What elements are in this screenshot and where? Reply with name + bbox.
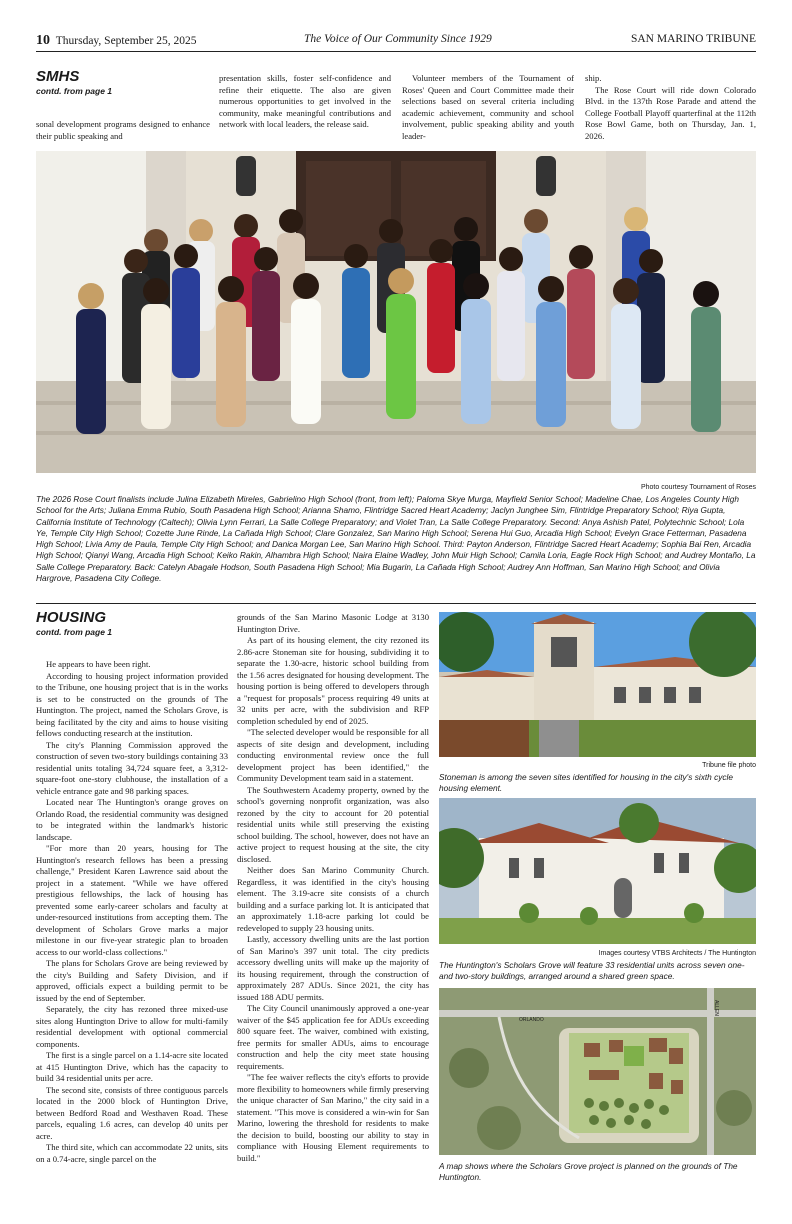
map-label-allen: ALLEN	[713, 1000, 719, 1016]
map-label-orlando: ORLANDO	[519, 1017, 544, 1023]
rose-court-photo-illustration	[36, 151, 756, 473]
scholars-grove-site-map-illustration	[439, 988, 756, 1155]
housing-title: HOUSING	[36, 609, 107, 626]
smhs-contd: contd. from page 1	[36, 86, 113, 96]
scholars-grove-site-map	[439, 988, 756, 1155]
smhs-col1: sonal development programs designed to enhance their public speaking and	[36, 119, 210, 141]
issue-date: Thursday, September 25, 2025	[55, 35, 197, 47]
scholars-grove-rendering	[439, 798, 756, 944]
rose-court-photo	[36, 151, 756, 473]
section-divider	[36, 603, 756, 604]
smhs-title: SMHS	[36, 68, 80, 85]
header-rule	[36, 51, 756, 52]
scholars-grove-rendering-illustration	[439, 798, 756, 944]
rose-court-photo-credit: Photo courtesy Tournament of Roses	[640, 484, 756, 491]
rose-court-caption: The 2026 Rose Court finalists include Julina Elizabeth Mireles, Gabrielino High School (front, from left); Paloma Skye Murga, Mayfield Senior School; Madeline Chae, Los Angeles County High School for the Arts; Juliana Emma Rubio, South Pasadena High School; Arianna Shamo, Flintridge Sacred Heart Academy; Jaclyn Junghee Sim, Flintridge Preparatory School; Riya Gupta, California Institute of Technology (Caltech); Olivia Lynn Ferrari, La Salle College Preparatory; and Violet Tran, La Salle College Preparatory. Second: Anya Ashish Patel, Polytechnic School; Lola Ye, Temple City High School; Cozette June Rinde, La Cañada High School; Clare Gonzalez, San Marino High School; Serena Hui Guo, Arcadia High School; Evelyn Grace Fetterman, Pasadena High School; Livia Amy de Paula, Temple City High School; and Danica Morgan Lee, San Marino High School. Third: Payton Anderson, Flintridge Sacred Heart Academy; Sophia Bai Ren, Arcadia High School; Qianyi Wang, Arcadia High School; Keiko Rakin, Alhambra High School; Naira Elaine Wadley, John Muir High School; Camila Loria, Eagle Rock High School; and Audrey Montaño, La Salle College Preparatory. Back: Catelyn Abagale Hodson, South Pasadena High School; Mia Bugarin, La Cañada High School; Audrey Ann Hoffman, San Marino High School; and Olivia Hargrove, Pasadena City College.	[36, 494, 756, 584]
housing-contd: contd. from page 1	[36, 627, 113, 637]
scholars-grove-caption: The Huntington's Scholars Grove will feature 33 residential units across seven one- and two-story buildings, arranged around a shared green space.	[439, 960, 745, 982]
housing-col2: grounds of the San Marino Masonic Lodge at 3130 Huntington Drive. As part of its housing element, the city rezoned its 2.86-acre Stoneman site for housing, subdividing it to separate the 1.30-acre, historic school building from the 1.56 acres designated for housing development. The housing portion is being offered to developers through a "request for proposals" process requiring 49 units at 32 units per acre, with the subdivision and RFP completion scheduled by end of 2025. "The selected developer would be responsible for all aspects of site design and development, including conducting environmental review once the full development project has been identified," the Community Development team said in a statement. The Southwestern Academy property, owned by the school's governing nonprofit organization, was also rezoned by the city to account for 20 potential residential units while still preserving the existing school building. The school, however, does not have an active project to request housing at the site, the city disclosed. Neither does San Marino Community Church. Regardless, it was identified in the city's housing element. The 3.19-acre site consists of a church building and a surface parking lot. It is anticipated that an approximately 1.18-acre parking lot could be redeveloped to supply 23 housing units. Lastly, accessory dwelling units are the last portion of San Marino's 397 unit total. The city predicts accessory dwelling units will make up the majority of its housing requirement, through the construction of approximately 287 ADUs. Since 2021, the city has issued 188 ADU permits. The City Council unanimously approved a one-year waiver of the $45 application fee for ADUs exceeding 800 square feet. The waiver, combined with existing, free permits for smaller ADUs, aims to encourage construction and help the city meet state housing requirements. "The fee waiver reflects the city's efforts to provide more flexibility to homeowners while firmly preserving the unique character of San Marino," the city said in a statement. "This move is considered a win-win for San Marino, lowering the threshold for residents to make the decision to build, boosting our ability to stay in compliance with Housing Element requirements to build."	[237, 612, 429, 1163]
page-number: 10	[36, 33, 50, 48]
stoneman-caption: Stoneman is among the seven sites identified for housing in the city's sixth cycle housing element.	[439, 772, 733, 794]
stoneman-photo-illustration	[439, 612, 756, 757]
smhs-col2: presentation skills, foster self-confidence and refine their etiquette. The also are given numerous opportunities to get involved in the community, make meaningful contributions and network with local leaders, the release said.	[219, 73, 391, 129]
scholars-grove-credit: Images courtesy VTBS Architects / The Huntington	[598, 950, 756, 957]
housing-col1: He appears to have been right. According to housing project information provided to the Tribune, one housing project that is in the works is set to be constructed on the grounds of The Huntington. The project, named the Scholars Grove, is being facilitated by the city and aims to house visiting fellows conducting research at the institution. The city's Planning Commission approved the construction of seven two-story buildings containing 33 residential units totaling 34,724 square feet, a 3,312-square-foot one-story clubhouse, the installation of a vehicle entrance gate and 98 parking spaces. Located near The Huntington's orange groves on Orlando Road, the residential community was designed to be integrated within the landmark's historic landscape. "For more than 20 years, housing for The Huntington's research fellows has been a pressing challenge," President Karen Lawrence said about the project in a statement. "While we have offered prestigious fellowships, the lack of housing has prevented some early-career scholars and faculty at under-resourced institutions from accepting them. The development of Scholars Grove marks a major milestone in our five-year strategic plan to broaden access to our world-class collections." The plans for Scholars Grove are being reviewed by the city's Building and Safety Division, and if approved, officials expect a building permit to be issued by the end of September. Separately, the city has rezoned three mixed-use sites along Huntington Drive to allow for multi-family residential development with optional commercial components. The first is a single parcel on a 1.14-acre site located at 415 Huntington Drive, which has the capacity to build 34 residential units per acre. The second site, consists of three contiguous parcels located in the 2000 block of Huntington Drive, between Bedford Road and Westhaven Road. These parcels, equaling 1.6 acres, can develop 40 units per acre. The third site, which can accommodate 22 units, sits on a 0.74-acre, single parcel on the	[36, 659, 228, 1164]
site-map-caption: A map shows where the Scholars Grove project is planned on the grounds of The Huntington.	[439, 1161, 738, 1183]
stoneman-photo-credit: Tribune file photo	[702, 762, 756, 769]
publication-name: SAN MARINO TRIBUNE	[630, 33, 756, 45]
smhs-col4: ship. The Rose Court will ride down Colorado Blvd. in the 137th Rose Parade and attend the College Football Playoff quarterfinal at the 112th Rose Bowl Game, both on Thursday, Jan. 1, 2026.	[585, 73, 756, 141]
page-number-date	[36, 33, 197, 49]
tagline: The Voice of Our Community Since 1929	[304, 33, 492, 45]
stoneman-photo	[439, 612, 756, 757]
smhs-col3: Volunteer members of the Tournament of Roses' Queen and Court Committee made their selections based on several criteria including academic achievement, community and school involvement, public speaking ability and youth leader-	[402, 73, 574, 141]
